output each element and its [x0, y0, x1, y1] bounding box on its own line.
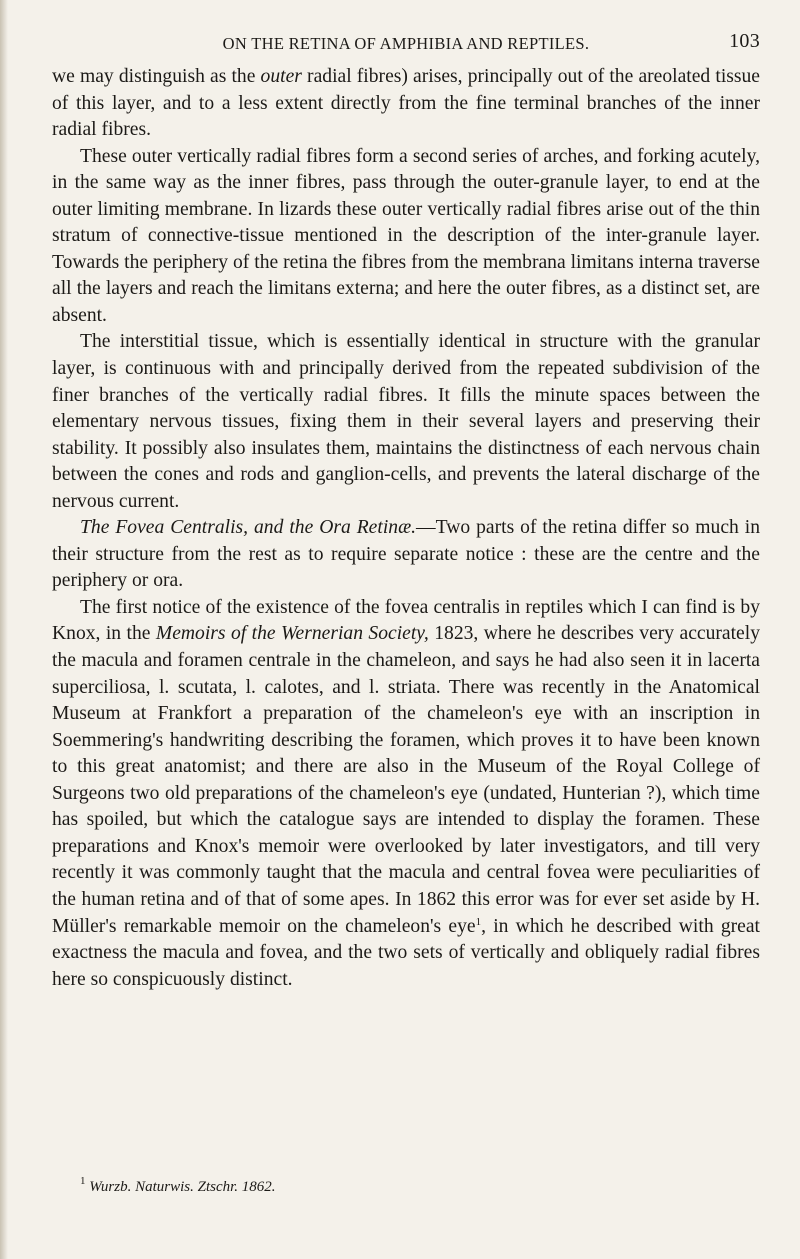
- paragraph-5-text-a: The first notice of the existence of the fovea centralis in reptiles which I can find is by Knox, in the: [52, 596, 760, 645]
- paragraph-5-text-c: , in which he described with great exactness the macula and fovea, and the two sets of vertically and obliquely radial fibres here so conspicuously distinct.: [52, 915, 760, 990]
- footnote: [52, 1175, 760, 1196]
- section-heading: The Fovea Centralis, and the Ora Retinæ.: [80, 517, 417, 539]
- running-head: ON THE RETINA OF AMPHIBIA AND REPTILES.: [222, 34, 590, 53]
- paragraph-3: The interstitial tissue, which is essentially identical in structure with the granular layer, is continuous with and principally derived from the repeated subdivision of the finer branches of the vertically radial fibres. It fills the minute spaces between the elementary nervous tissues, fixing them in their several layers and preserving their stability. It possibly also insulates them, maintains the distinctness of each nervous chain between the cones and rods and ganglion-cells, and prevents the lateral discharge of the nervous current.: [52, 331, 760, 512]
- paragraph-1: we may distinguish as the outer radial fibres) arises, principally out of the areolated tissue of this layer, and to a less extent directly from the fine terminal branches of the inner radial fibres.: [52, 66, 761, 141]
- paragraph-4-text: —Two parts of the retina differ so much in their structure from the rest as to require separate notice : these are the centre and the periphery or ora.: [52, 517, 760, 592]
- journal-title: Memoirs of the Wernerian Society,: [155, 623, 429, 645]
- body-text: [52, 64, 760, 993]
- paragraph-5: [52, 595, 760, 993]
- paragraph-4: [52, 515, 760, 595]
- footnote-marker: 1: [80, 1175, 86, 1187]
- footnote-text: Wurzb. Naturwis. Ztschr. 1862.: [89, 1179, 276, 1195]
- page-number: 103: [729, 30, 760, 52]
- paragraph-5-text-b: 1823, where he describes very accurately the macula and foramen centrale in the chameleon, and says he had also seen it in lacerta superciliosa, l. scutata, l. calotes, and l. striata. There was recently in the Anatomical Museum at Frankfort a preparation of the chameleon's eye with an inscription in Soemmering's handwriting describing the foramen, which proves it to have been known to this great anatomist; and there are also in the Museum of the Royal College of Surgeons two old preparations of the chameleon's eye (undated, Hunterian ?), which time has spoiled, but which the catalogue says are intended to display the foramen. These preparations and Knox's memoir were overlooked by later investigators, and till very recently it was commonly taught that the macula and central fovea were peculiarities of the human retina and of that of some apes. In 1862 this error was for ever set aside by H. Müller's remarkable memoir on the chameleon's eye: [52, 623, 760, 937]
- footnote-reference: 1: [475, 915, 482, 928]
- page-header: [52, 30, 760, 58]
- paragraph-2: These outer vertically radial fibres form a second series of arches, and forking acutely, in the same way as the inner fibres, pass through the outer-granule layer, to end at the outer limiting membrane. In lizards these outer vertically radial fibres arise out of the thin stratum of connective-tissue mentioned in the description of the inter-granule layer. Towards the periphery of the retina the fibres from the membrana limitans interna traverse all the layers and reach the limitans externa; and here the outer fibres, as a distinct set, are absent.: [52, 145, 760, 326]
